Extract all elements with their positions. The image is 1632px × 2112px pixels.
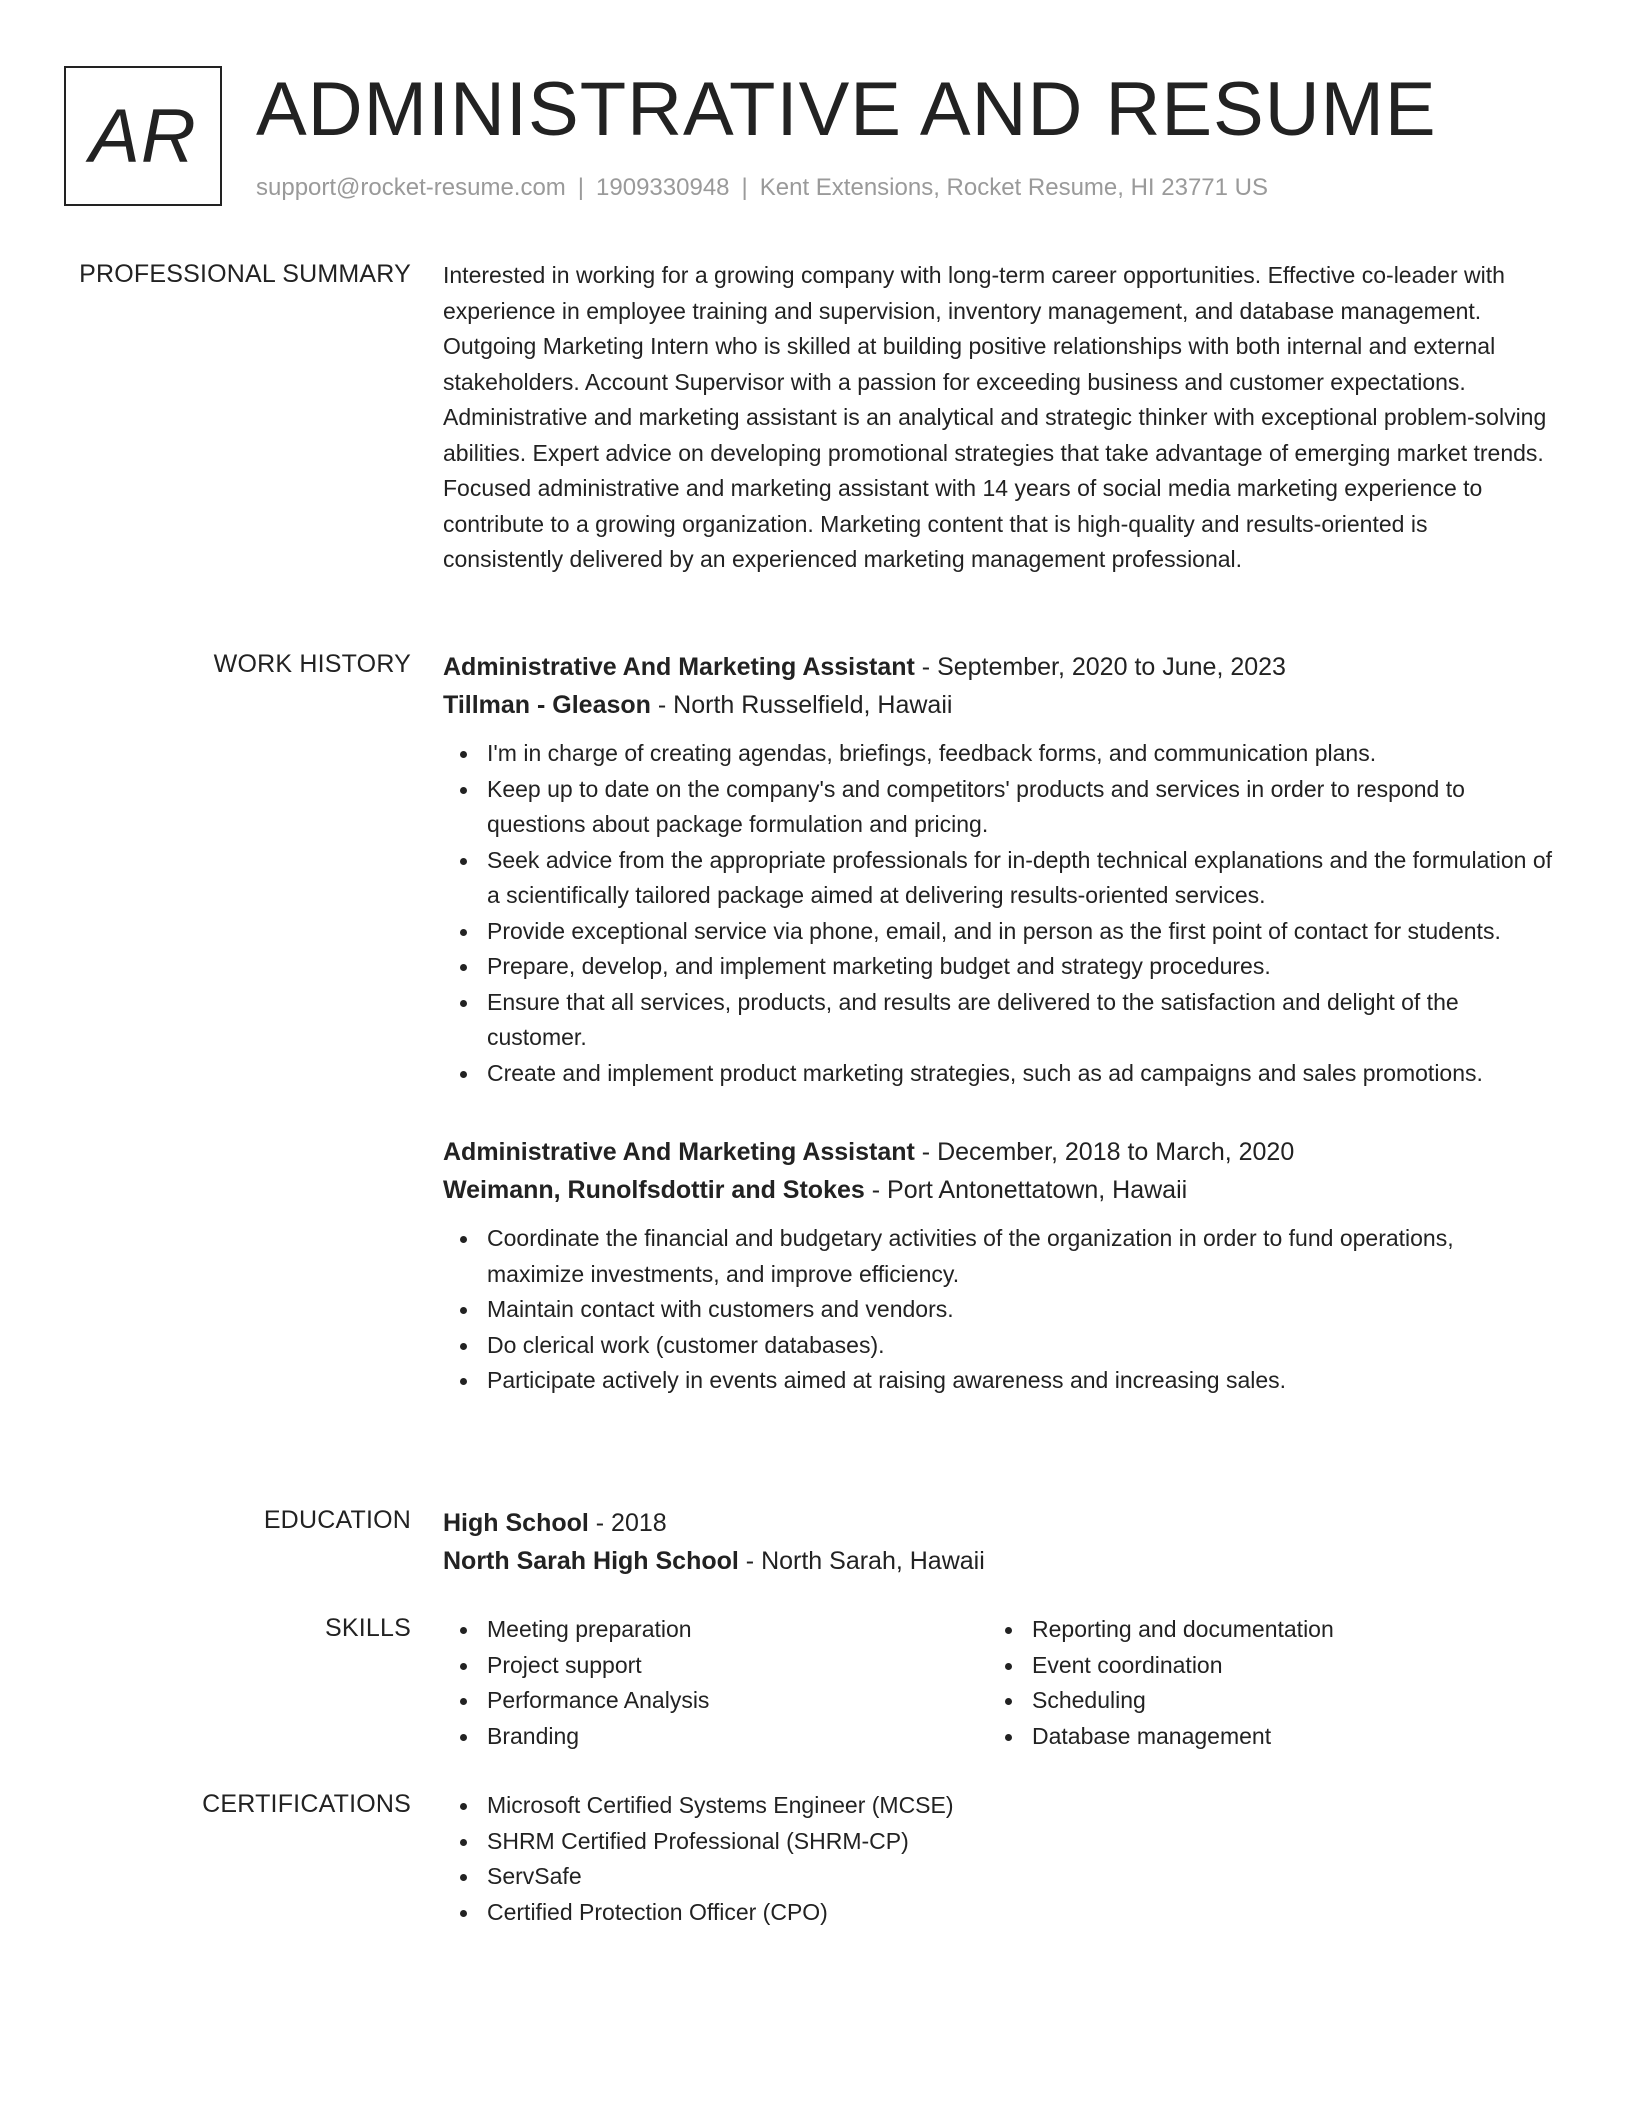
work-history-heading: WORK HISTORY: [213, 650, 411, 678]
job-duty: Provide exceptional service via phone, email, and in person as the first point of contact for students.: [487, 914, 1553, 950]
contact-phone[interactable]: 1909330948: [596, 174, 730, 201]
education-body: [443, 1504, 1553, 1580]
job-duty: I'm in charge of creating agendas, briefings, feedback forms, and communication plans.: [487, 736, 1553, 772]
education-school-line: [443, 1542, 1553, 1580]
job-company: Weimann, Runolfsdottir and Stokes: [443, 1176, 865, 1204]
contact-address: Kent Extensions, Rocket Resume, HI 23771 US: [759, 174, 1269, 201]
certification-item: SHRM Certified Professional (SHRM-CP): [487, 1824, 1553, 1860]
skills-column-right: [988, 1612, 1533, 1754]
monogram-initials: AR: [89, 93, 197, 179]
job-duty: Prepare, develop, and implement marketing budget and strategy procedures.: [487, 949, 1553, 985]
education-school: North Sarah High School: [443, 1547, 739, 1575]
resume-header: [64, 66, 1584, 216]
job-title-line: [443, 648, 1553, 686]
job-company-line: [443, 1171, 1553, 1209]
job-entry: [443, 648, 1553, 1091]
job-location: - Port Antonettatown, Hawaii: [864, 1176, 1188, 1204]
job-duty: Do clerical work (customer databases).: [487, 1328, 1553, 1364]
job-duty: Seek advice from the appropriate professionals for in-depth technical explanations and the formulation of a scientifically tailored package aimed at delivering results-oriented services.: [487, 843, 1553, 914]
skills-heading: SKILLS: [325, 1614, 411, 1642]
monogram-box: [64, 66, 222, 206]
job-duty: Maintain contact with customers and vendors.: [487, 1292, 1553, 1328]
job-title: Administrative And Marketing Assistant: [443, 653, 915, 681]
certifications-list: [443, 1788, 1553, 1930]
job-duty: Coordinate the financial and budgetary activities of the organization in order to fund operations, maximize investments, and improve efficiency.: [487, 1221, 1553, 1292]
job-duty: Keep up to date on the company's and competitors' products and services in order to respond to questions about package formulation and pricing.: [487, 772, 1553, 843]
job-title-line: [443, 1133, 1553, 1171]
summary-heading: PROFESSIONAL SUMMARY: [79, 260, 411, 288]
education-degree-line: [443, 1504, 1553, 1542]
skills-grid: [443, 1612, 1553, 1754]
summary-body: [443, 258, 1553, 578]
job-duties-list: [443, 736, 1553, 1091]
job-location: - North Russelfield, Hawaii: [650, 691, 953, 719]
skill-item: Scheduling: [1032, 1683, 1533, 1719]
job-duty: Ensure that all services, products, and results are delivered to the satisfaction and delight of the customer.: [487, 985, 1553, 1056]
skill-item: Branding: [487, 1719, 988, 1755]
skills-body: [443, 1612, 1553, 1754]
skill-item: Database management: [1032, 1719, 1533, 1755]
skills-list: [443, 1612, 988, 1754]
certifications-body: [443, 1788, 1553, 1930]
job-duty: Create and implement product marketing strategies, such as ad campaigns and sales promotions.: [487, 1056, 1553, 1092]
skill-item: Event coordination: [1032, 1648, 1533, 1684]
skill-item: Project support: [487, 1648, 988, 1684]
job-duties-list: [443, 1221, 1553, 1399]
certifications-heading: CERTIFICATIONS: [202, 1790, 411, 1818]
skill-item: Performance Analysis: [487, 1683, 988, 1719]
work-history-body: [443, 648, 1553, 1399]
skills-column-left: [443, 1612, 988, 1754]
skills-list: [988, 1612, 1533, 1754]
job-title: Administrative And Marketing Assistant: [443, 1138, 915, 1166]
contact-separator: |: [741, 174, 748, 201]
job-company-line: [443, 686, 1553, 724]
skill-item: Reporting and documentation: [1032, 1612, 1533, 1648]
job-entry: [443, 1133, 1553, 1399]
candidate-name: ADMINISTRATIVE AND RESUME: [256, 67, 1437, 152]
job-dates: - September, 2020 to June, 2023: [914, 653, 1286, 681]
education-location: - North Sarah, Hawaii: [738, 1547, 985, 1575]
education-heading: EDUCATION: [263, 1506, 411, 1534]
summary-text: Interested in working for a growing company with long-term career opportunities. Effective co-leader with experience in employee training and supervision, inventory management, and database management. Outgoing Marketing Intern who is skilled at building positive relationships with both internal and external stakeholders. Account Supervisor with a passion for exceeding business and customer expectations. Administrative and marketing assistant is an analytical and strategic thinker with exceptional problem-solving abilities. Expert advice on developing promotional strategies that take advantage of emerging market trends. Focused administrative and marketing assistant with 14 years of social media marketing experience to contribute to a growing organization. Marketing content that is high-quality and results-oriented is consistently delivered by an experienced marketing management professional.: [443, 262, 1547, 572]
education-degree: High School: [443, 1509, 589, 1537]
certification-item: Microsoft Certified Systems Engineer (MCSE): [487, 1788, 1553, 1824]
education-year: - 2018: [588, 1509, 667, 1537]
job-duty: Participate actively in events aimed at raising awareness and increasing sales.: [487, 1363, 1553, 1399]
certification-item: Certified Protection Officer (CPO): [487, 1895, 1553, 1931]
certification-item: ServSafe: [487, 1859, 1553, 1895]
job-dates: - December, 2018 to March, 2020: [914, 1138, 1295, 1166]
contact-line: [256, 174, 1268, 202]
contact-separator: |: [577, 174, 585, 201]
contact-email[interactable]: support@rocket-resume.com: [256, 174, 566, 201]
job-company: Tillman - Gleason: [443, 691, 651, 719]
skill-item: Meeting preparation: [487, 1612, 988, 1648]
